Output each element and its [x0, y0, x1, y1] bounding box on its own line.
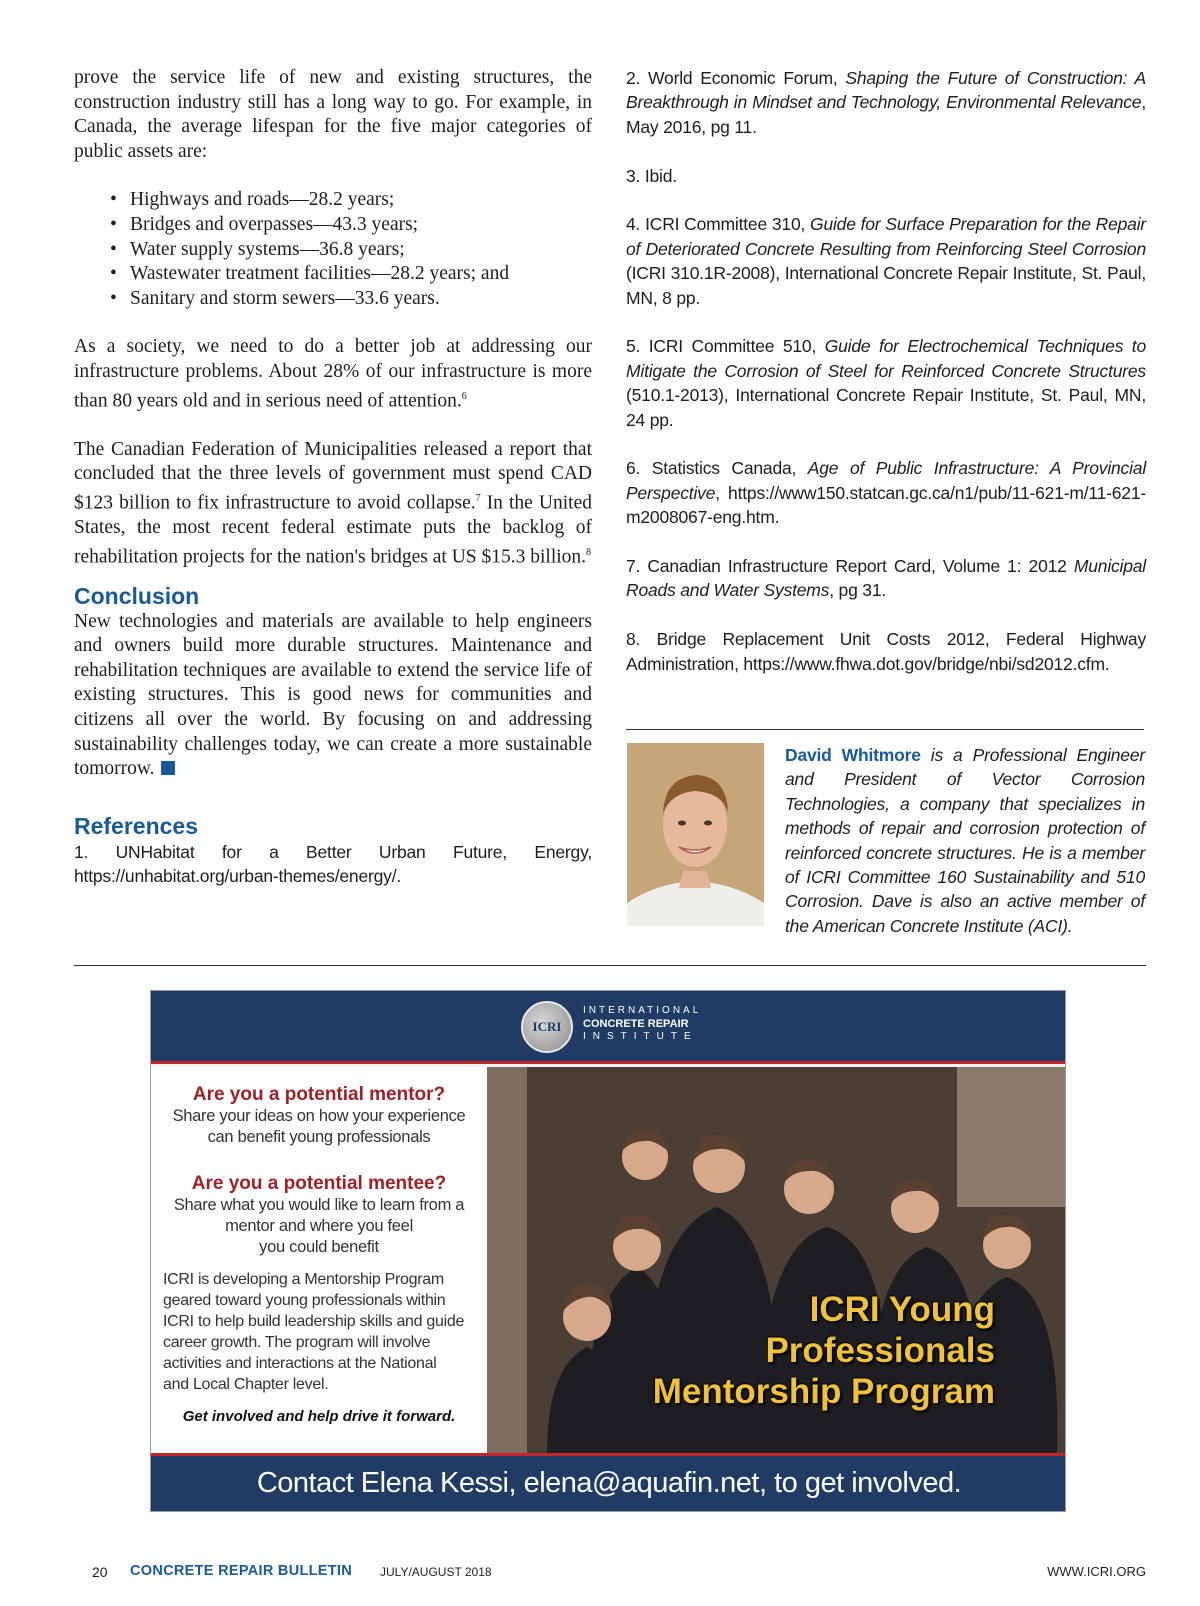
mentee-text: mentor and where you feel [225, 1217, 413, 1235]
reference-item: 8. Bridge Replacement Unit Costs 2012, Federal Highway Administration, https://www.fhwa.dot.gov/bridge/nbi/sd2012.cfm. [626, 629, 1146, 674]
call-to-action: Get involved and help drive it forward. [182, 1408, 456, 1425]
reference-title: Municipal Roads and Water Systems [626, 556, 1146, 601]
icri-globe-logo-icon [521, 1001, 573, 1053]
list-item: • Bridges and overpasses—43.3 years; [110, 213, 592, 238]
reference-text: , pg 31. [829, 580, 887, 601]
body-paragraph: prove the service life of new and existing structures, the construction industry still has a long way to go. For example, in Canada, the average lifespan for the five major categories of public assets are: [74, 67, 592, 162]
author-name: David Whitmore [785, 745, 921, 765]
program-title-line: Professionals [765, 1331, 995, 1370]
mentee-text: Share what you would like to learn from a [173, 1196, 465, 1214]
author-portrait-illustration [627, 743, 764, 926]
logo-line: INTERNATIONAL [583, 1005, 702, 1016]
reference-item [626, 334, 1146, 432]
logo-letters: ICRI [532, 1019, 562, 1034]
mentor-question: Are you a potential mentor? [192, 1084, 446, 1105]
page-number: 20 [92, 1564, 108, 1580]
reference-title: Guide for Electrochemical Techniques to Mitigate the Corrosion of Steel for Reinforced Concrete Structures [626, 336, 1147, 381]
reference-item [626, 554, 1146, 603]
reference-text: 7. Canadian Infrastructure Report Card, Volume 1: 2012 [626, 556, 1074, 577]
list-item: • Highways and roads—28.2 years; [110, 188, 592, 213]
footnote-ref: 8 [586, 546, 592, 558]
publication-name: CONCRETE REPAIR BULLETIN [130, 1563, 353, 1579]
program-description: ICRI is developing a Mentorship Program geared toward young professionals within ICRI to help build leadership skills and guide career growth. The program will involve activities and interactions at the National and Local Chapter level. [163, 1271, 465, 1393]
issue-date: JULY/AUGUST 2018 [380, 1565, 492, 1579]
bio-text: is a Professional Engineer and President of Vector Corrosion Technologies, a company that specializes in methods of repair and corrosion protection of reinforced concrete structures. He is a member of ICRI Committee 160 Sustainability and 510 Corrosion. Dave is also an active member of the American Concrete Institute (ACI). [785, 745, 1145, 936]
program-title-line: Mentorship Program [652, 1372, 995, 1411]
page-divider [74, 965, 1146, 966]
reference-text: (510.1-2013), International Concrete Repair Institute, St. Paul, MN, 24 pp. [626, 385, 1146, 430]
end-of-article-mark [161, 761, 175, 775]
bio-divider [626, 729, 1144, 730]
page-footer [0, 1562, 1200, 1586]
paragraph-text: As a society, we need to do a better job at addressing our infrastructure problems. About 28% of our infrastructure is more than 80 years old and in serious need of attention. [74, 336, 592, 412]
reference-text: 4. ICRI Committee 310, [626, 214, 811, 235]
reference-item [626, 212, 1146, 310]
program-title [653, 1289, 995, 1412]
list-item: • Wastewater treatment facilities—28.2 years; and [110, 262, 592, 287]
body-paragraph [74, 335, 592, 413]
reference-title: Guide for Surface Preparation for the Repair of Deteriorated Concrete Resulting from Reinforcing Steel Corrosion [626, 214, 1147, 259]
conclusion-heading: Conclusion [74, 582, 200, 609]
author-photo [627, 743, 764, 926]
icri-logo-text [583, 1005, 701, 1043]
reference-title: Shaping the Future of Construction: A Breakthrough in Mindset and Technology, Environmental Relevance [626, 68, 1146, 113]
lifespan-list [110, 188, 592, 311]
reference-item: 3. Ibid. [626, 165, 677, 186]
body-paragraph [74, 438, 592, 570]
contact-banner: Contact Elena Kessi, elena@aquafin.net, to get involved. [151, 1453, 1066, 1512]
paragraph-text: In the United States, the most recent federal estimate puts the backlog of rehabilitation projects for the nation's bridges at US $15.3 billion. [74, 492, 592, 567]
paragraph-text: New technologies and materials are available to help engineers and owners build more durable structures. Maintenance and rehabilitation techniques are available to extend the service life of existing structures. This is good news for communities and citizens all over the world. By focusing on and addressing sustainability challenges today, we can create a more sustainable tomorrow. [74, 610, 592, 780]
reference-text: (ICRI 310.1R-2008), International Concrete Repair Institute, St. Paul, MN, 8 pp. [626, 263, 1146, 308]
mentee-question: Are you a potential mentee? [191, 1173, 447, 1194]
list-item: • Water supply systems—36.8 years; [110, 238, 592, 263]
reference-text: 5. ICRI Committee 510, [626, 336, 825, 357]
footnote-ref: 6 [461, 390, 467, 402]
paragraph-text: The Canadian Federation of Municipalities released a report that concluded that the three levels of government must spend CAD $123 billion to fix infrastructure to avoid collapse. [74, 438, 592, 514]
reference-text: , May 2016, pg 11. [626, 92, 1146, 137]
mentorship-advertisement [150, 990, 1066, 1512]
group-photo [487, 1067, 1066, 1453]
list-item: • Sanitary and storm sewers—33.6 years. [110, 287, 592, 312]
footnote-ref: 7 [475, 492, 481, 504]
article-left-column [74, 66, 592, 889]
reference-title: Age of Public Infrastructure: A Provincial Perspective [626, 458, 1147, 503]
author-bio [785, 743, 1145, 938]
program-title-line: ICRI Young [809, 1290, 995, 1329]
reference-item [626, 456, 1146, 529]
website-url: WWW.ICRI.ORG [1047, 1564, 1146, 1579]
references-heading: References [74, 812, 199, 839]
reference-text: 2. World Economic Forum, [626, 68, 846, 88]
reference-item: 1. UNHabitat for a Better Urban Future, Energy, https://unhabitat.org/urban-themes/energy/. [74, 841, 592, 887]
reference-text: , https://www150.statcan.gc.ca/n1/pub/11-621-m/11-621-m2008067-eng.htm. [626, 482, 1146, 528]
mentee-text: you could benefit [259, 1238, 379, 1256]
ad-text-panel [151, 1067, 487, 1453]
reference-item [626, 66, 1146, 139]
logo-line: CONCRETE REPAIR [583, 1018, 689, 1030]
conclusion-paragraph [74, 610, 592, 782]
logo-line: INSTITUTE [583, 1031, 698, 1042]
reference-text: 6. Statistics Canada, [626, 458, 808, 479]
ad-header-banner [151, 991, 1066, 1064]
mentor-text: Share your ideas on how your experience [172, 1107, 466, 1125]
references-right-column [626, 66, 1146, 700]
mentor-text: can benefit young professionals [207, 1128, 431, 1146]
